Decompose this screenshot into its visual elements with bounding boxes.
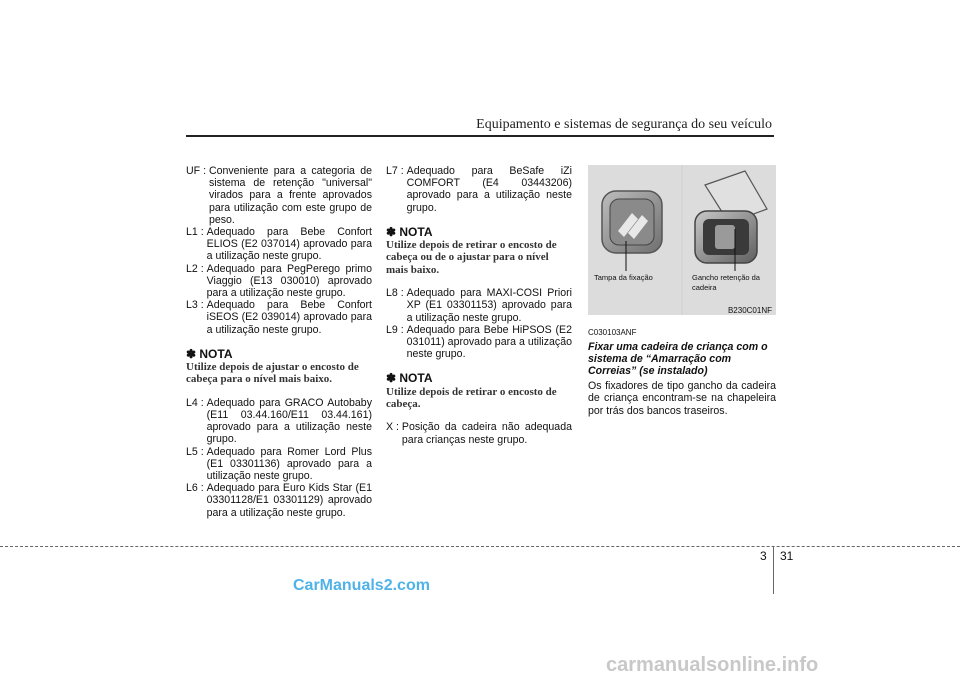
list-item — [186, 263, 372, 300]
entry-list-3 — [386, 421, 572, 445]
column-1 — [186, 165, 372, 519]
column-2 — [386, 165, 572, 446]
entry-code: L5 : — [186, 445, 207, 458]
entry-text: Adequado para Romer Lord Plus (E1 03301136) aprovado para a utilização neste grupo. — [206, 445, 372, 483]
footer-vertical-rule — [773, 546, 774, 594]
entry-text: Adequado para Bebe Confort iSEOS (E2 039014) aprovado para a utilização neste grupo. — [206, 299, 372, 336]
entry-text: Conveniente para a categoria de sistema de retenção "universal" virados para a frente aprovados para utilização com este grupo de peso. — [208, 165, 372, 226]
note-body: Utilize depois de ajustar o encosto de cabeça para o nível mais baixo. — [186, 361, 359, 386]
section-code: C030103ANF — [588, 328, 637, 337]
entry-text: Adequado para Euro Kids Star (E1 03301128/E1 03301129) aprovado para a utilização neste grupo. — [206, 482, 372, 519]
note-heading-2: ✽ NOTA — [386, 371, 433, 386]
anchor-cover-illustration — [588, 165, 681, 315]
entry-code: L6 : — [186, 482, 207, 495]
section-number: 3 — [760, 549, 767, 563]
section-title: Fixar uma cadeira de criança com o sistema de “Amarração com Correias” (se instalado) — [588, 341, 768, 378]
list-item — [186, 482, 372, 519]
list-item — [386, 165, 572, 214]
note-heading-1: ✽ NOTA — [386, 224, 433, 239]
entry-code: L9 : — [386, 323, 407, 336]
watermark-carmanualsonline: carmanualsonline.info — [606, 654, 819, 676]
entry-code: L8 : — [386, 287, 407, 300]
section-paragraph: Os fixadores de tipo gancho da cadeira de criança encontram-se na chapeleira por trás dos bancos traseiros. — [588, 380, 776, 417]
entry-code: L7 : — [386, 165, 407, 177]
entry-list-2 — [186, 397, 372, 519]
figure-label-cover: Tampa da fixação — [594, 273, 653, 282]
entry-code: L4 : — [186, 396, 207, 409]
entry-text: Adequado para PegPerego primo Viaggio (E13 030010) aprovado para a utilização neste grupo. — [206, 262, 372, 300]
figure-code: B230C01NF — [727, 306, 772, 315]
page-header-title: Equipamento e sistemas de segurança do seu veículo — [476, 117, 772, 132]
entry-text: Adequado para Bebe Confort ELIOS (E2 037014) aprovado para a utilização neste grupo. — [206, 226, 372, 263]
entry-list-1 — [186, 165, 372, 336]
entry-text: Adequado para BeSafe iZi COMFORT (E4 03443206) aprovado para a utilização neste grupo. — [406, 165, 572, 214]
list-item — [186, 299, 372, 336]
entry-text: Adequado para Bebe HiPSOS (E2 031011) aprovado para a utilização neste grupo. — [406, 323, 572, 361]
list-item — [386, 421, 572, 445]
figure-panel-cover — [588, 165, 681, 315]
list-item — [386, 324, 572, 361]
footer-rule — [0, 546, 960, 547]
entry-text: Adequado para GRACO Autobaby (E11 03.44.160/E11 03.44.161) aprovado para a utilização neste grupo. — [206, 396, 372, 446]
entry-code: UF : — [186, 165, 209, 177]
entry-text: Adequado para MAXI-COSI Priori XP (E1 03301153) aprovado para a utilização neste grupo. — [406, 287, 572, 324]
entry-text: Posição da cadeira não adequada para crianças neste grupo. — [401, 421, 572, 446]
column-3 — [588, 165, 776, 417]
list-item — [186, 165, 372, 226]
page-number: 31 — [780, 549, 794, 563]
entry-code: L3 : — [186, 299, 207, 312]
entry-code: X : — [386, 421, 402, 434]
note-body-1: Utilize depois de retirar o encosto de cabeça ou de o ajustar para o nível mais baixo. — [386, 239, 557, 276]
header-rule — [186, 135, 774, 137]
entry-code: L1 : — [186, 226, 207, 239]
list-item — [186, 226, 372, 263]
entry-list-1 — [386, 165, 572, 214]
figure-label-hook: Gancho retenção da cadeira — [692, 273, 760, 292]
entry-code: L2 : — [186, 262, 207, 275]
note-heading: ✽ NOTA — [186, 346, 233, 361]
watermark-carmanuals2: CarManuals2.com — [293, 577, 430, 594]
list-item — [386, 287, 572, 324]
anchor-figure — [588, 165, 776, 315]
list-item — [186, 397, 372, 446]
list-item — [186, 446, 372, 483]
note-body-2: Utilize depois de retirar o encosto de cabeça. — [386, 385, 557, 411]
entry-list-2 — [386, 287, 572, 360]
